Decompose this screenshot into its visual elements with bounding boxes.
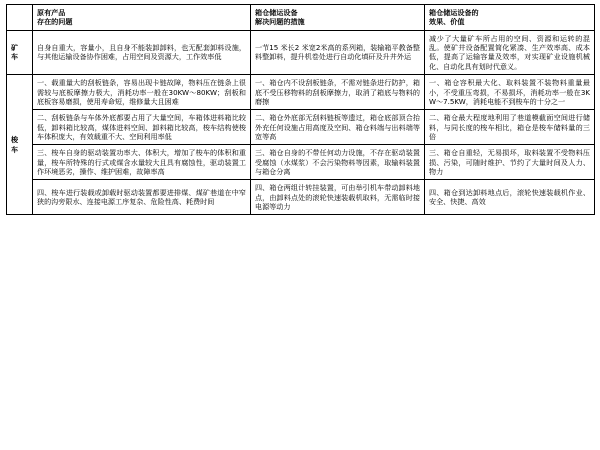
row-header-mine-car-char2: 车 bbox=[11, 52, 19, 62]
column-header-category bbox=[7, 5, 33, 31]
cell-problem: 四、梭车进行装载或卸载时驱动装置都要进排煤、煤矿巷道在中窄狭的沟旁限水、连接电源工序复杂、危险性高、耗费时间 bbox=[33, 180, 251, 215]
row-header-shuttle-car bbox=[7, 75, 33, 215]
table-header-row bbox=[7, 5, 595, 31]
row-header-shuttle-car-char2: 车 bbox=[11, 144, 19, 154]
cell-measure: 二、箱仓外底部无刮料链板等遗过，箱仓底部顶合抬外充任何设施占用高度及空间、箱仓料端与出料端等宽等高 bbox=[251, 110, 425, 145]
table-row bbox=[7, 180, 595, 215]
cell-problem: 三、梭车自身的驱动装置功率大、体积大，增加了梭车的体积和重量，梭车所特殊的行式或煤含水量较大且具有腐蚀性，驱动装置工作环境恶劣，操作、维护困难，故障率高 bbox=[33, 145, 251, 180]
cell-measure: 一节15 米长2 米宽2米高的系列箱，装输箱平教备整料整卸料，提升机卷处进行自动化填矸及升井外运 bbox=[251, 30, 425, 74]
cell-measure: 三、箱仓自身的不带任何动力设施，不存在驱动装置受腐蚀（水煤浆）不会污染物料等因素，取输料装置与箱仓分离 bbox=[251, 145, 425, 180]
column-header-effects bbox=[425, 5, 595, 31]
row-header-mine-car-char1: 矿 bbox=[11, 43, 19, 53]
cell-effect: 三、箱仓自重轻，无易损坏，取料装置不受物料压损、污染，可随时维护、节约了大量时间及人力、物力 bbox=[425, 145, 595, 180]
table-row bbox=[7, 110, 595, 145]
row-header-shuttle-car-char1: 梭 bbox=[11, 135, 19, 145]
column-header-problems-line2: 存在的问题 bbox=[37, 17, 73, 27]
row-header-mine-car bbox=[7, 30, 33, 74]
cell-effect: 一、箱仓容积最大化、取料装置不装物料重量最小，不受重压弯损，不易损坏，消耗功率一般在3KW～7.5KW，消耗电能不到梭车的十分之一 bbox=[425, 75, 595, 110]
table-row bbox=[7, 145, 595, 180]
column-header-problems-line1: 原有产品 bbox=[37, 8, 66, 17]
column-header-measures-line1: 箱仓储运设备 bbox=[255, 8, 298, 17]
column-header-effects-line1: 箱仓储运设备的 bbox=[429, 8, 479, 17]
table-row bbox=[7, 75, 595, 110]
cell-effect: 四、箱仓到达卸料地点后，滚轮快速装载机作业、安全、快捷、高效 bbox=[425, 180, 595, 215]
cell-effect: 减少了大量矿车所占用的空间、资源和运转的混乱。使矿井设备配置简化紧凑、生产效率高、成本低，提高了运输容量及效率，对实现矿业设施机械化、自动化具有划时代意义。 bbox=[425, 30, 595, 74]
table-header bbox=[7, 5, 595, 31]
cell-effect: 二、箱仓最大程度地利用了巷道模截面空间进行储料，与同长度的梭车相比，箱仓是梭车储料量的三倍 bbox=[425, 110, 595, 145]
cell-measure: 四、箱仓两组计转挂装置，可由举引机车带动卸料地点，由卸料点处的滚轮快速装载机取料，无需临时接电源等动力 bbox=[251, 180, 425, 215]
table-row bbox=[7, 30, 595, 74]
column-header-effects-line2: 效果、价值 bbox=[429, 17, 465, 27]
cell-problem: 一、载重量大的刮板链条，容易出现卡链故障，物料压在链条上很需较与底板摩擦力极大，消耗功率一般在30KW～80KW；刮板和底板容易磨损，使用寿命短，维修量大且困难 bbox=[33, 75, 251, 110]
column-header-measures bbox=[251, 5, 425, 31]
cell-measure: 一、箱仓内不设刮板链条，不需对链条进行防护，箱底不受压移物料的刮板摩擦力，取消了箱底与物料的磨擦 bbox=[251, 75, 425, 110]
column-header-problems bbox=[33, 5, 251, 31]
cell-problem: 二、刮板链条与车体外底都要占用了大量空间，车箱体进料箱比较低，卸料箱比较高，煤体进料空间、卸料箱比较高，梭车结构使梭车体积庞大，有效载重不大、空间利用率低 bbox=[33, 110, 251, 145]
table-body bbox=[7, 30, 595, 215]
column-header-measures-line2: 解决问题的措施 bbox=[255, 17, 305, 27]
cell-problem: 自身自重大，容量小，且自身不能装卸卸料，也无配套卸料设施，与其他运输设备协作困难，占用空间及资源大，工作效率低 bbox=[33, 30, 251, 74]
comparison-table bbox=[6, 4, 595, 215]
